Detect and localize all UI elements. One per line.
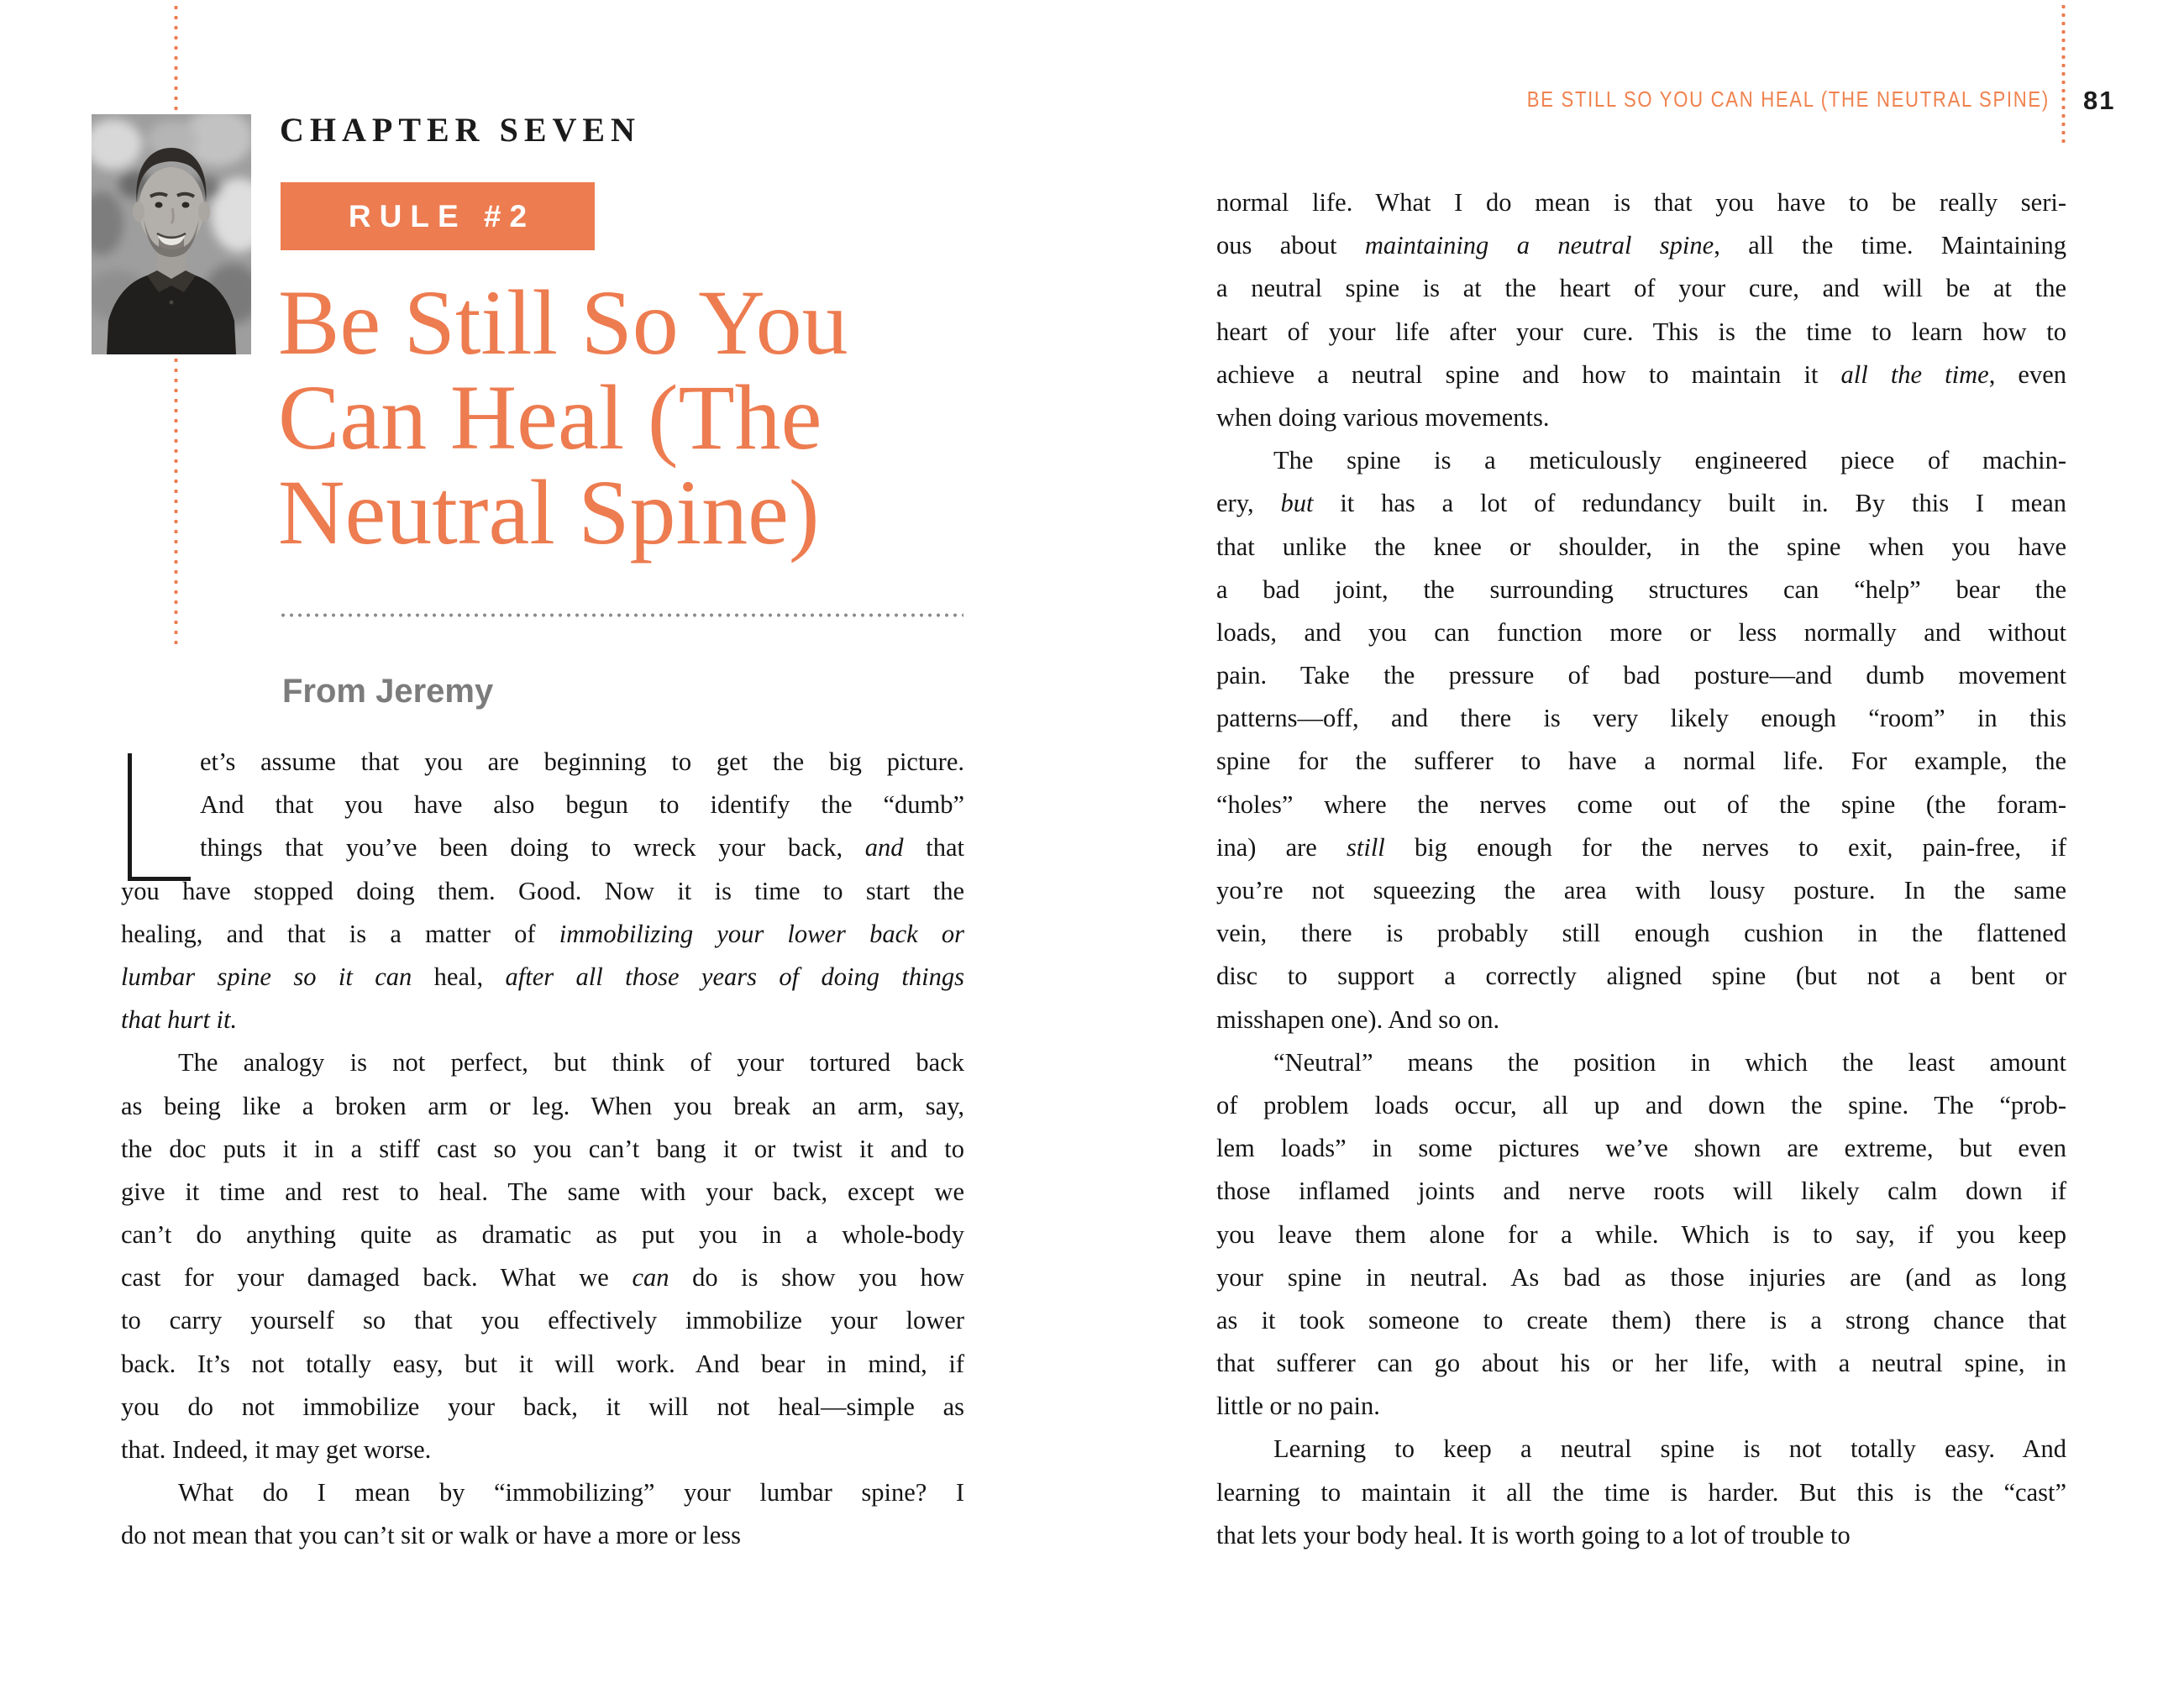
text-line: [121, 956, 964, 999]
text-line: [121, 1299, 964, 1342]
text-run: The analogy is not perfect, but think of your tortured back: [178, 1048, 964, 1077]
text-line: [1216, 181, 2066, 224]
text-run: the doc puts it in a stiff cast so you can’t bang it or twist it and to: [121, 1134, 964, 1163]
chapter-title-line: Be Still So You: [278, 271, 848, 374]
left-page-body-text: [121, 741, 964, 1558]
text-line: [1216, 569, 2066, 611]
text-line: [121, 1214, 964, 1256]
text-line: [1216, 740, 2066, 783]
text-line: [1216, 354, 2066, 396]
text-run: you do not immobilize your back, it will not heal—simple as: [121, 1392, 964, 1421]
text-line: [1216, 912, 2066, 955]
text-line: [121, 1386, 964, 1429]
text-line: [1216, 224, 2066, 267]
text-line: [1216, 1214, 2066, 1256]
text-line: [1216, 267, 2066, 310]
text-run: those inflamed joints and nerve roots will likely calm down if: [1216, 1177, 2066, 1206]
text-run: can’t do anything quite as dramatic as put you in a whole-body: [121, 1220, 964, 1250]
rule-badge-label: RULE #2: [348, 198, 536, 233]
text-line: [121, 1256, 964, 1299]
chapter-label: CHAPTER SEVEN: [280, 111, 641, 149]
text-line: [1216, 1299, 2066, 1342]
text-run: a bad joint, the surrounding structures can “help” bear the: [1216, 574, 2066, 604]
text-run: lem loads” in some pictures we’ve shown are extreme, but even: [1216, 1134, 2066, 1163]
author-photo: [92, 114, 251, 354]
text-line: [1216, 396, 2066, 439]
text-line: [1216, 955, 2066, 998]
italic-text-run: and: [864, 833, 904, 862]
text-line: [1216, 1471, 2066, 1514]
text-line: [1216, 526, 2066, 569]
text-run: patterns—off, and there is very likely enough “room” in this: [1216, 704, 2066, 733]
text-run: ous about: [1216, 231, 1365, 260]
text-run: healing, and that is a matter of: [121, 919, 559, 948]
italic-text-run: all the time: [1840, 359, 1989, 389]
chapter-title-line: Neutral Spine): [278, 461, 820, 564]
text-line: [1216, 1127, 2066, 1170]
running-head: BE STILL SO YOU CAN HEAL (THE NEUTRAL SPINE): [1526, 87, 2050, 112]
text-line: [1216, 1514, 2066, 1557]
text-line: [1216, 1342, 2066, 1385]
text-line: [1216, 1170, 2066, 1213]
text-run: cast for your damaged back. What we: [121, 1263, 633, 1292]
text-run: disc to support a correctly aligned spine (but not a bent or: [1216, 962, 2066, 991]
text-run: heal,: [412, 962, 506, 991]
text-run: that unlike the knee or shoulder, in the spine when you have: [1216, 532, 2066, 561]
text-line: [121, 1343, 964, 1386]
rule-badge: [281, 182, 595, 250]
text-line: [121, 1471, 964, 1514]
text-run: pain. Take the pressure of bad posture—and dumb movement: [1216, 661, 2066, 690]
text-line: [121, 741, 964, 784]
text-run: “holes” where the nerves come out of the spine (the foram-: [1216, 789, 2066, 819]
text-line: [1216, 1041, 2066, 1084]
italic-text-run: but: [1280, 489, 1314, 518]
chapter-title-line: Can Heal (The: [278, 366, 822, 469]
text-line: [121, 1041, 964, 1084]
text-run: big enough for the nerves to exit, pain-free, if: [1384, 832, 2066, 862]
text-line: [121, 1171, 964, 1214]
text-run: of problem loads occur, all up and down the spine. The “prob-: [1216, 1090, 2066, 1119]
text-run: that lets your body heal. It is worth going to a lot of trouble to: [1216, 1520, 1851, 1549]
text-run: What do I mean by “immobilizing” your lumbar spine? I: [178, 1478, 964, 1507]
text-run: back. It’s not totally easy, but it will work. And bear in mind, if: [121, 1349, 964, 1378]
text-run: your spine in neutral. As bad as those injuries are (and as long: [1216, 1262, 2066, 1292]
text-line: [1216, 311, 2066, 354]
text-line: [1216, 697, 2066, 740]
text-run: do is show you how: [669, 1263, 964, 1292]
text-run: to carry yourself so that you effectively immobilize your lower: [121, 1306, 964, 1335]
text-run: et’s assume that you are beginning to get the big picture.: [200, 747, 964, 776]
text-run: “Neutral” means the position in which the least amount: [1273, 1047, 2066, 1077]
text-line: [121, 870, 964, 913]
text-line: [1216, 1428, 2066, 1471]
text-line: [1216, 826, 2066, 869]
italic-text-run: after all those years of doing things: [505, 962, 964, 991]
text-run: loads, and you can function more or less normally and without: [1216, 617, 2066, 647]
text-run: that. Indeed, it may get worse.: [121, 1435, 432, 1464]
text-line: [121, 1085, 964, 1128]
text-run: And that you have also begun to identify the “dumb”: [200, 790, 964, 820]
text-line: [121, 913, 964, 956]
text-run: when doing various movements.: [1216, 402, 1550, 432]
italic-text-run: that hurt it.: [121, 1005, 238, 1035]
text-run: Learning to keep a neutral spine is not totally easy. And: [1273, 1434, 2066, 1464]
text-run: a neutral spine is at the heart of your cure, and will be at the: [1216, 274, 2066, 303]
text-run: things that you’ve been doing to wreck your back,: [200, 833, 865, 862]
text-run: learning to maintain it all the time is harder. But this is the “cast”: [1216, 1477, 2066, 1507]
text-line: [1216, 611, 2066, 654]
folio-dotted-rule: [2061, 3, 2066, 144]
text-run: you leave them alone for a while. Which is to say, if you keep: [1216, 1219, 2066, 1249]
dotted-separator: [281, 613, 963, 617]
text-run: you’re not squeezing the area with lousy posture. In the same: [1216, 876, 2066, 904]
text-line: [1216, 1084, 2066, 1127]
text-run: you have stopped doing them. Good. Now it is time to start the: [121, 876, 964, 905]
italic-text-run: can: [632, 1263, 669, 1292]
text-line: [1216, 1385, 2066, 1428]
text-line: [121, 999, 964, 1041]
right-page-body-text: [1216, 181, 2066, 1557]
text-line: [1216, 482, 2066, 525]
text-run: as it took someone to create them) there is a strong chance that: [1216, 1305, 2066, 1334]
text-run: little or no pain.: [1216, 1392, 1380, 1421]
text-line: [121, 1429, 964, 1471]
author-photo-illustration: [92, 114, 251, 354]
text-run: heart of your life after your cure. This is the time to learn how to: [1216, 317, 2066, 346]
text-line: [1216, 654, 2066, 697]
text-run: give it time and rest to heal. The same with your back, except we: [121, 1177, 964, 1206]
text-line: [121, 1128, 964, 1171]
text-line: [1216, 999, 2066, 1041]
italic-text-run: lumbar spine so it can: [121, 962, 412, 991]
text-line: [121, 826, 964, 869]
page-number: 81: [2083, 86, 2116, 115]
text-run: normal life. What I do mean is that you have to be really seri-: [1216, 188, 2066, 217]
byline: From Jeremy: [282, 673, 494, 710]
text-run: that: [903, 833, 964, 862]
text-run: misshapen one). And so on.: [1216, 1004, 1500, 1034]
italic-text-run: maintaining a neutral spine: [1364, 231, 1714, 260]
text-run: as being like a broken arm or leg. When you break an arm, say,: [121, 1091, 964, 1120]
text-line: [1216, 784, 2066, 826]
text-line: [1216, 1256, 2066, 1299]
text-run: , all the time. Maintaining: [1714, 231, 2066, 260]
text-run: ery,: [1216, 489, 1281, 518]
text-run: achieve a neutral spine and how to maintain it: [1216, 359, 1841, 389]
text-run: vein, there is probably still enough cushion in the flattened: [1216, 919, 2066, 948]
text-run: ina) are: [1216, 832, 1347, 862]
text-line: [121, 784, 964, 826]
text-run: that sufferer can go about his or her life, with a neutral spine, in: [1216, 1349, 2066, 1378]
text-run: do not mean that you can’t sit or walk or have a more or less: [121, 1521, 742, 1550]
text-run: The spine is a meticulously engineered piece of machin-: [1273, 446, 2066, 475]
text-line: [121, 1514, 964, 1557]
chapter-title: [278, 271, 1034, 564]
text-run: spine for the sufferer to have a normal life. For example, the: [1216, 747, 2066, 776]
text-run: it has a lot of redundancy built in. By this I mean: [1313, 489, 2067, 518]
italic-text-run: still: [1347, 832, 1385, 862]
text-run: , even: [1988, 359, 2066, 389]
italic-text-run: immobilizing your lower back or: [559, 919, 964, 948]
text-line: [1216, 869, 2066, 912]
text-line: [1216, 439, 2066, 482]
